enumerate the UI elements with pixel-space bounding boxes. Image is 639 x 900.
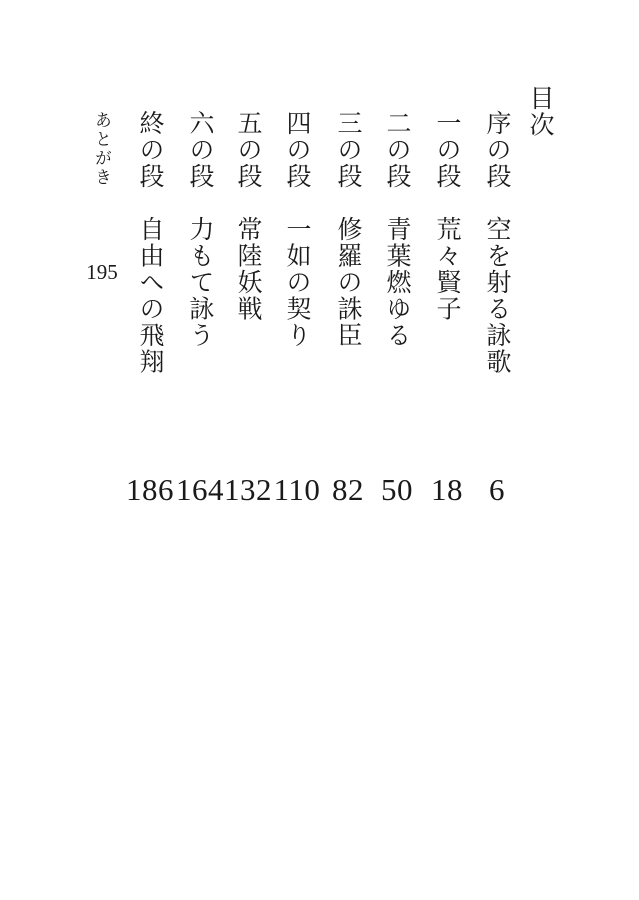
chapter-title: 青葉燃ゆる — [383, 215, 410, 348]
page-number: 164 — [176, 472, 224, 507]
toc-entry-5 — [235, 110, 260, 322]
page-number: 82 — [332, 472, 364, 507]
toc-entry-1 — [434, 110, 459, 322]
chapter-label: 五の段 — [234, 110, 261, 190]
chapter-title: 空を射る詠歌 — [483, 215, 510, 375]
toc-entry-3 — [335, 110, 360, 348]
page-number: 18 — [431, 472, 463, 507]
afterword-label: あとがき — [92, 111, 111, 187]
page-number: 186 — [126, 472, 174, 507]
toc-entry-0 — [484, 110, 509, 375]
afterword-page-number: 195 — [86, 260, 118, 284]
chapter-label: 一の段 — [433, 110, 460, 190]
toc-entry-7 — [137, 110, 162, 375]
chapter-title: 常陸妖戦 — [234, 215, 261, 322]
toc-entry-2 — [384, 110, 409, 348]
chapter-title: 修羅の誅臣 — [334, 215, 361, 348]
toc-entry-4 — [284, 110, 309, 348]
chapter-title: 自由への飛翔 — [136, 215, 163, 375]
chapter-title: 力もて詠う — [186, 215, 213, 348]
chapter-label: 二の段 — [383, 110, 410, 190]
chapter-label: 四の段 — [283, 110, 310, 190]
chapter-title: 一如の契り — [283, 215, 310, 348]
chapter-label: 六の段 — [186, 110, 213, 190]
page-title: 目次 — [526, 85, 553, 138]
chapter-label: 終の段 — [136, 110, 163, 190]
chapter-label: 三の段 — [334, 110, 361, 190]
chapter-title: 荒々賢子 — [433, 215, 460, 322]
page-number: 50 — [381, 472, 413, 507]
page-number: 6 — [489, 472, 505, 507]
page-number: 110 — [273, 472, 321, 507]
toc-entry-6 — [187, 110, 212, 348]
page-number: 132 — [224, 472, 272, 507]
chapter-label: 序の段 — [483, 110, 510, 190]
